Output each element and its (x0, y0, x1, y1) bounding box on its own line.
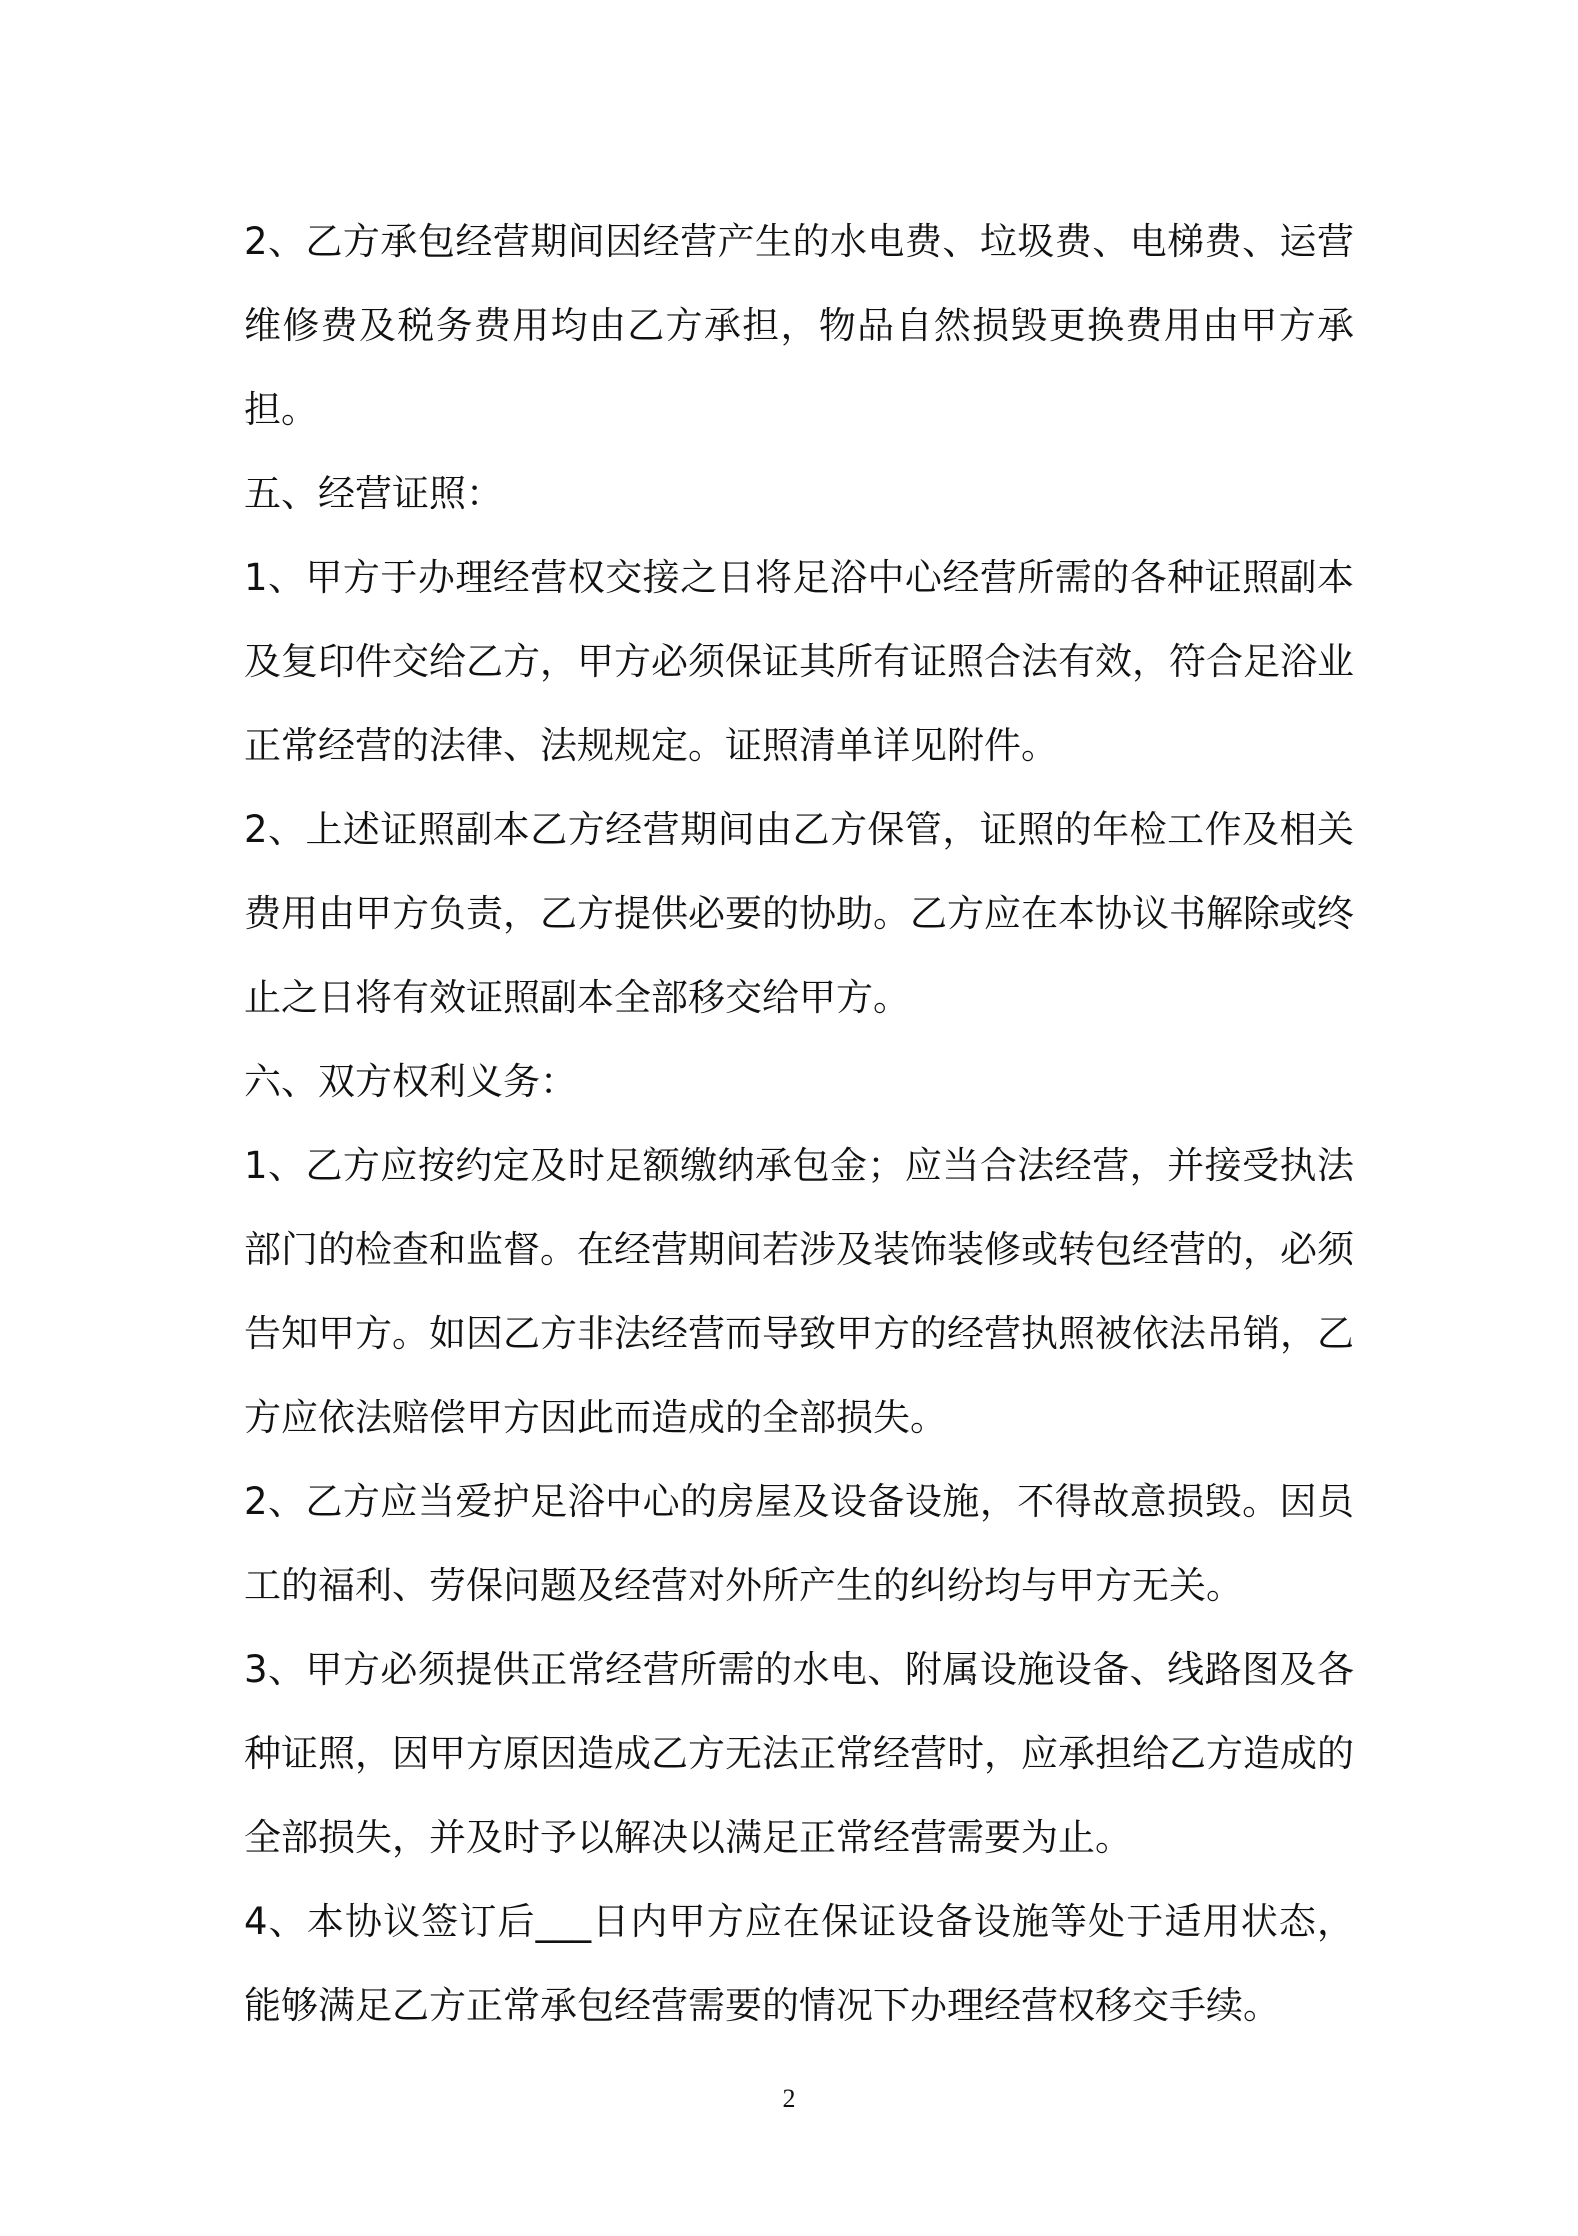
paragraph-obligation-4: 4、本协议签订后___日内甲方应在保证设备设施等处于适用状态，能够满足乙方正常承包经营需要的情况下办理经营权移交手续。 (244, 1900, 1354, 2027)
paragraph-obligation-3: 3、甲方必须提供正常经营所需的水电、附属设施设备、线路图及各种证照，因甲方原因造成乙方无法正常经营时，应承担给乙方造成的全部损失，并及时予以解决以满足正常经营需要为止。 (244, 1648, 1354, 1859)
paragraph-obligation-1: 1、乙方应按约定及时足额缴纳承包金；应当合法经营，并接受执法部门的检查和监督。在经营期间若涉及装饰装修或转包经营的，必须告知甲方。如因乙方非法经营而导致甲方的经营执照被依法吊销，乙方应依法赔偿甲方因此而造成的全部损失。 (244, 1144, 1354, 1439)
paragraph-obligation-2: 2、乙方应当爱护足浴中心的房屋及设备设施，不得故意损毁。因员工的福利、劳保问题及经营对外所产生的纠纷均与甲方无关。 (244, 1480, 1354, 1607)
paragraph-license-handover: 1、甲方于办理经营权交接之日将足浴中心经营所需的各种证照副本及复印件交给乙方，甲方必须保证其所有证照合法有效，符合足浴业正常经营的法律、法规规定。证照清单详见附件。 (244, 556, 1354, 767)
heading-rights-obligations: 六、双方权利义务： (244, 1060, 577, 1103)
page-number: 2 (782, 2084, 796, 2113)
paragraph-license-custody: 2、上述证照副本乙方经营期间由乙方保管，证照的年检工作及相关费用由甲方负责，乙方提供必要的协助。乙方应在本协议书解除或终止之日将有效证照副本全部移交给甲方。 (244, 808, 1354, 1019)
paragraph-utility-fees: 2、乙方承包经营期间因经营产生的水电费、垃圾费、电梯费、运营维修费及税务费用均由乙方承担，物品自然损毁更换费用由甲方承担。 (244, 220, 1354, 431)
document-body (244, 200, 1354, 2048)
heading-business-licenses: 五、经营证照： (244, 472, 503, 515)
